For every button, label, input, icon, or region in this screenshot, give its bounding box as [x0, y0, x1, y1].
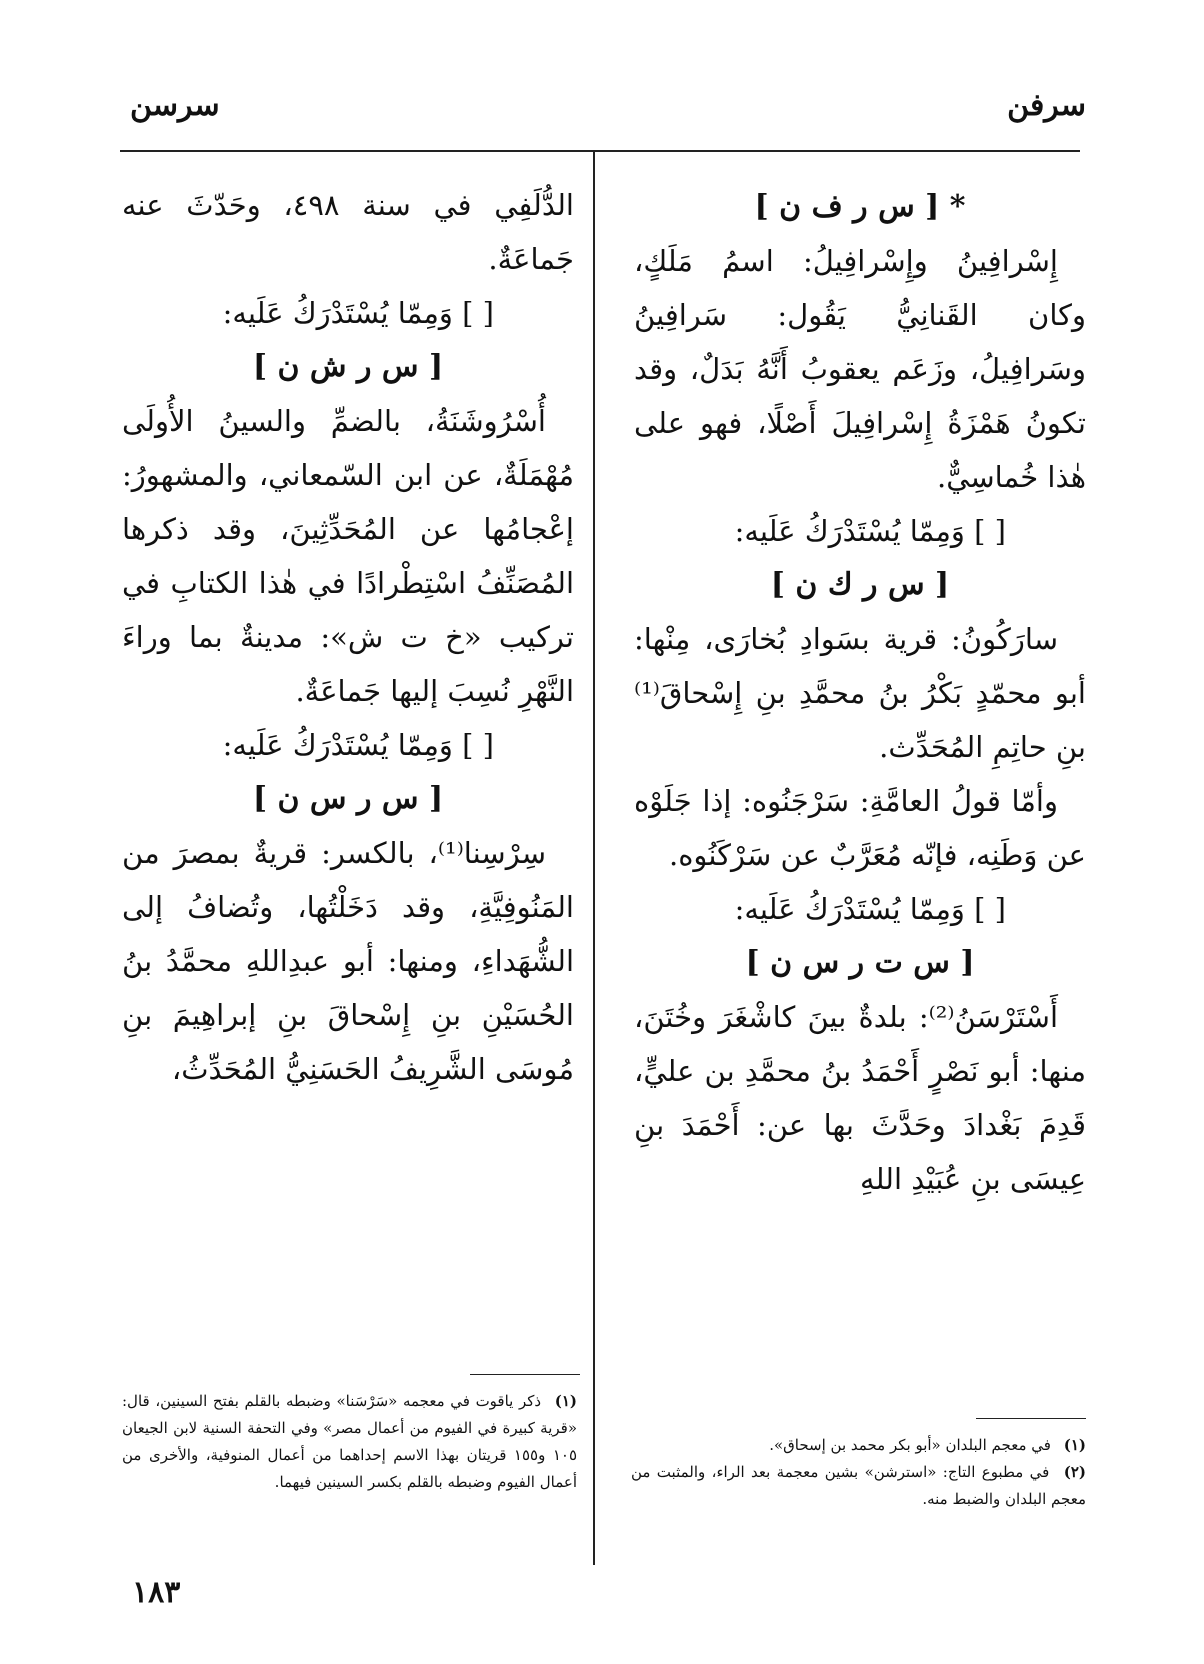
footnote-number: (٢) [1063, 1463, 1086, 1481]
footnote-text: في مطبوع التاج: «استرشن» بشين معجمة بعد الراء، والمثبت من معجم البلدان والضبط منه. [631, 1463, 1086, 1508]
entry-heading: [ س ر س ن ] [252, 781, 444, 816]
addendum-marker: [ ] وَمِمّا يُسْتَدْرَكُ عَلَيه: [222, 296, 494, 330]
left-column [122, 178, 574, 1096]
entry-paragraph: أَسْتَرْسَنُ⁽²⁾: بلدةٌ بينَ كاشْغَرَ وخُتَنَ، منها: أبو نَصْرٍ أَحْمَدُ بنُ محمَّدِ بن عليٍّ، قَدِمَ بَغْدادَ وحَدَّثَ بها عن: أَحْمَدَ بنِ عِيسَى بنِ عُبَيْدِ اللهِ [634, 1000, 1086, 1196]
header-rule [120, 150, 1080, 152]
entry-heading: [ س ت ر س ن ] [745, 945, 975, 980]
entry-paragraph: سِرْسِنا⁽¹⁾، بالكسر: قريةٌ بمصرَ من المَنُوفِيَّةِ، وقد دَخَلْتُها، وتُضافُ إلى الشُّهَداءِ، ومنها: أبو عبدِاللهِ محمَّدُ بنُ الحُسَيْنِ بنِ إِسْحاقَ بنِ إبراهِيمَ بنِ مُوسَى الشَّرِيفُ الحَسَنِيُّ المُحَدِّثُ، [122, 836, 574, 1086]
entry-paragraph: الدُّلَفِي في سنة ٤٩٨، وحَدّثَ عنه جَماعَةٌ. [122, 188, 574, 276]
right-column [634, 180, 1086, 1206]
footnote-text: ذكر ياقوت في معجمه «سَرْسَنا» وضبطه بالقلم بفتح السينين، قال: «قرية كبيرة في الفيوم من أعمال مصر» وفي التحفة السنية لابن الجيعان ١٠٥ و١٥٥ قريتان بهذا الاسم إحداهما من أعمال المنوفية، والأخرى من أعمال الفيوم وضبطه بالقلم بكسر السينين فيهما. [122, 1392, 578, 1491]
entry-paragraph: وأمّا قولُ العامَّةِ: سَرْجَنُوه: إذا جَلَوْه عن وَطَنِه، فإنّه مُعَرَّبٌ عن سَرْكَنُوه. [634, 784, 1086, 872]
footnote [122, 1388, 577, 1496]
footnote-number: (١) [1063, 1436, 1086, 1454]
column-divider [593, 150, 595, 1565]
footnote [631, 1432, 1086, 1459]
entry-paragraph: إِسْرافِينُ وإِسْرافِيلُ: اسمُ مَلَكٍ، وكان القَنانِيُّ يَقُول: سَرافِينُ وسَرافِيلُ، وزَعَم يعقوبُ أَنَّهُ بَدَلٌ، وقد تكونُ هَمْزَةُ إِسْرافِيلَ أَصْلًا، فهو على هٰذا خُماسِيٌّ. [634, 244, 1086, 494]
footnote [631, 1459, 1086, 1513]
running-header-left: سرسن [130, 88, 220, 123]
footnote-text: في معجم البلدان «أبو بكر محمد بن إسحاق». [769, 1436, 1051, 1454]
running-header-right: سرفن [1007, 88, 1086, 123]
addendum-marker: [ ] وَمِمّا يُسْتَدْرَكُ عَلَيه: [734, 892, 1006, 926]
footnote-rule [976, 1418, 1086, 1419]
footnote-number: (١) [554, 1392, 577, 1410]
page-number: ١٨٣ [132, 1575, 181, 1610]
entry-paragraph: أُسْرُوشَنَةُ، بالضمِّ والسينُ الأُولَى مُهْمَلَةٌ، عن ابن السّمعاني، والمشهورُ: إعْجامُها عن المُحَدِّثِينَ، وقد ذكرها المُصَنِّفُ اسْتِطْرادًا في هٰذا الكتابِ في تركيب «خ ت ش»: مدينةٌ بما وراءَ النَّهْرِ نُسِبَ إليها جَماعَةٌ. [122, 404, 574, 708]
footnotes-right [631, 1432, 1086, 1513]
entry-paragraph: سارَكُونُ: قرية بسَوادِ بُخارَى، مِنْها: أبو محمّدٍ بَكْرُ بنُ محمَّدِ بنِ إِسْحاقَ⁽¹⁾ بنِ حاتِمِ المُحَدِّث. [634, 622, 1086, 764]
addendum-marker: [ ] وَمِمّا يُسْتَدْرَكُ عَلَيه: [222, 728, 494, 762]
entry-heading: [ س ر ش ن ] [252, 349, 444, 384]
footnote-rule [470, 1374, 580, 1375]
entry-heading: * [ س ر ف ن ] [754, 189, 966, 224]
entry-heading: [ س ر ك ن ] [770, 567, 950, 602]
footnotes-left [122, 1388, 577, 1496]
addendum-marker: [ ] وَمِمّا يُسْتَدْرَكُ عَلَيه: [734, 514, 1006, 548]
